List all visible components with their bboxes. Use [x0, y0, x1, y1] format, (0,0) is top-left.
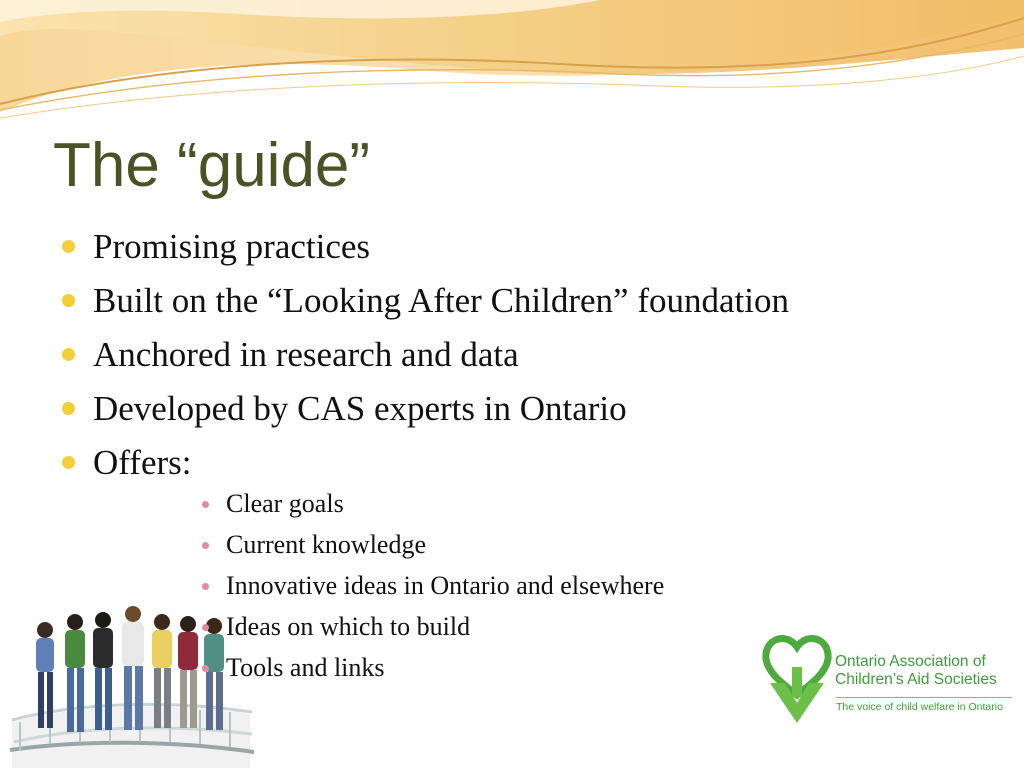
slide-title: The “guide”: [53, 131, 371, 200]
bullet-item: [62, 436, 789, 490]
bullet-item: [62, 220, 789, 274]
sub-bullet-text: Ideas on which to build: [226, 612, 471, 641]
sub-bullet-item: [202, 647, 664, 688]
sub-bullet-item: [202, 483, 664, 524]
sub-bullet-icon: [202, 583, 209, 590]
bullet-text: Anchored in research and data: [93, 335, 519, 374]
bullet-icon: [62, 294, 75, 307]
bullet-list: [62, 220, 789, 490]
oacas-logo: [754, 613, 1024, 750]
sub-bullet-icon: [202, 624, 209, 631]
bullet-item: [62, 382, 789, 436]
sub-bullet-text: Clear goals: [226, 489, 344, 518]
oacas-tagline: The voice of child welfare in Ontario: [836, 701, 1003, 713]
sub-bullet-list: [202, 483, 664, 688]
oacas-name: [835, 653, 1020, 689]
sub-bullet-icon: [202, 665, 209, 672]
oacas-divider: [836, 697, 1012, 698]
bullet-text: Offers:: [93, 443, 192, 482]
sub-bullet-text: Current knowledge: [226, 530, 427, 559]
top-swoosh-decoration: [0, 0, 1024, 130]
bullet-icon: [62, 348, 75, 361]
sub-bullet-icon: [202, 542, 209, 549]
bullet-item: [62, 328, 789, 382]
sub-bullet-item: [202, 524, 664, 565]
bullet-item: [62, 274, 789, 328]
oacas-heart-arrow-icon: [762, 633, 832, 729]
bullet-icon: [62, 456, 75, 469]
sub-bullet-icon: [202, 501, 209, 508]
oacas-name-line1: Ontario Association of: [835, 653, 986, 670]
bullet-text: Developed by CAS experts in Ontario: [93, 389, 627, 428]
oacas-name-line2: Children’s Aid Societies: [835, 671, 997, 688]
bullet-text: Promising practices: [93, 227, 371, 266]
sub-bullet-text: Tools and links: [226, 653, 385, 682]
bullet-text: Built on the “Looking After Children” foundation: [93, 281, 789, 320]
bullet-icon: [62, 402, 75, 415]
sub-bullet-item: [202, 565, 664, 606]
bullet-icon: [62, 240, 75, 253]
sub-bullet-text: Innovative ideas in Ontario and elsewhere: [226, 571, 665, 600]
sub-bullet-item: [202, 606, 664, 647]
